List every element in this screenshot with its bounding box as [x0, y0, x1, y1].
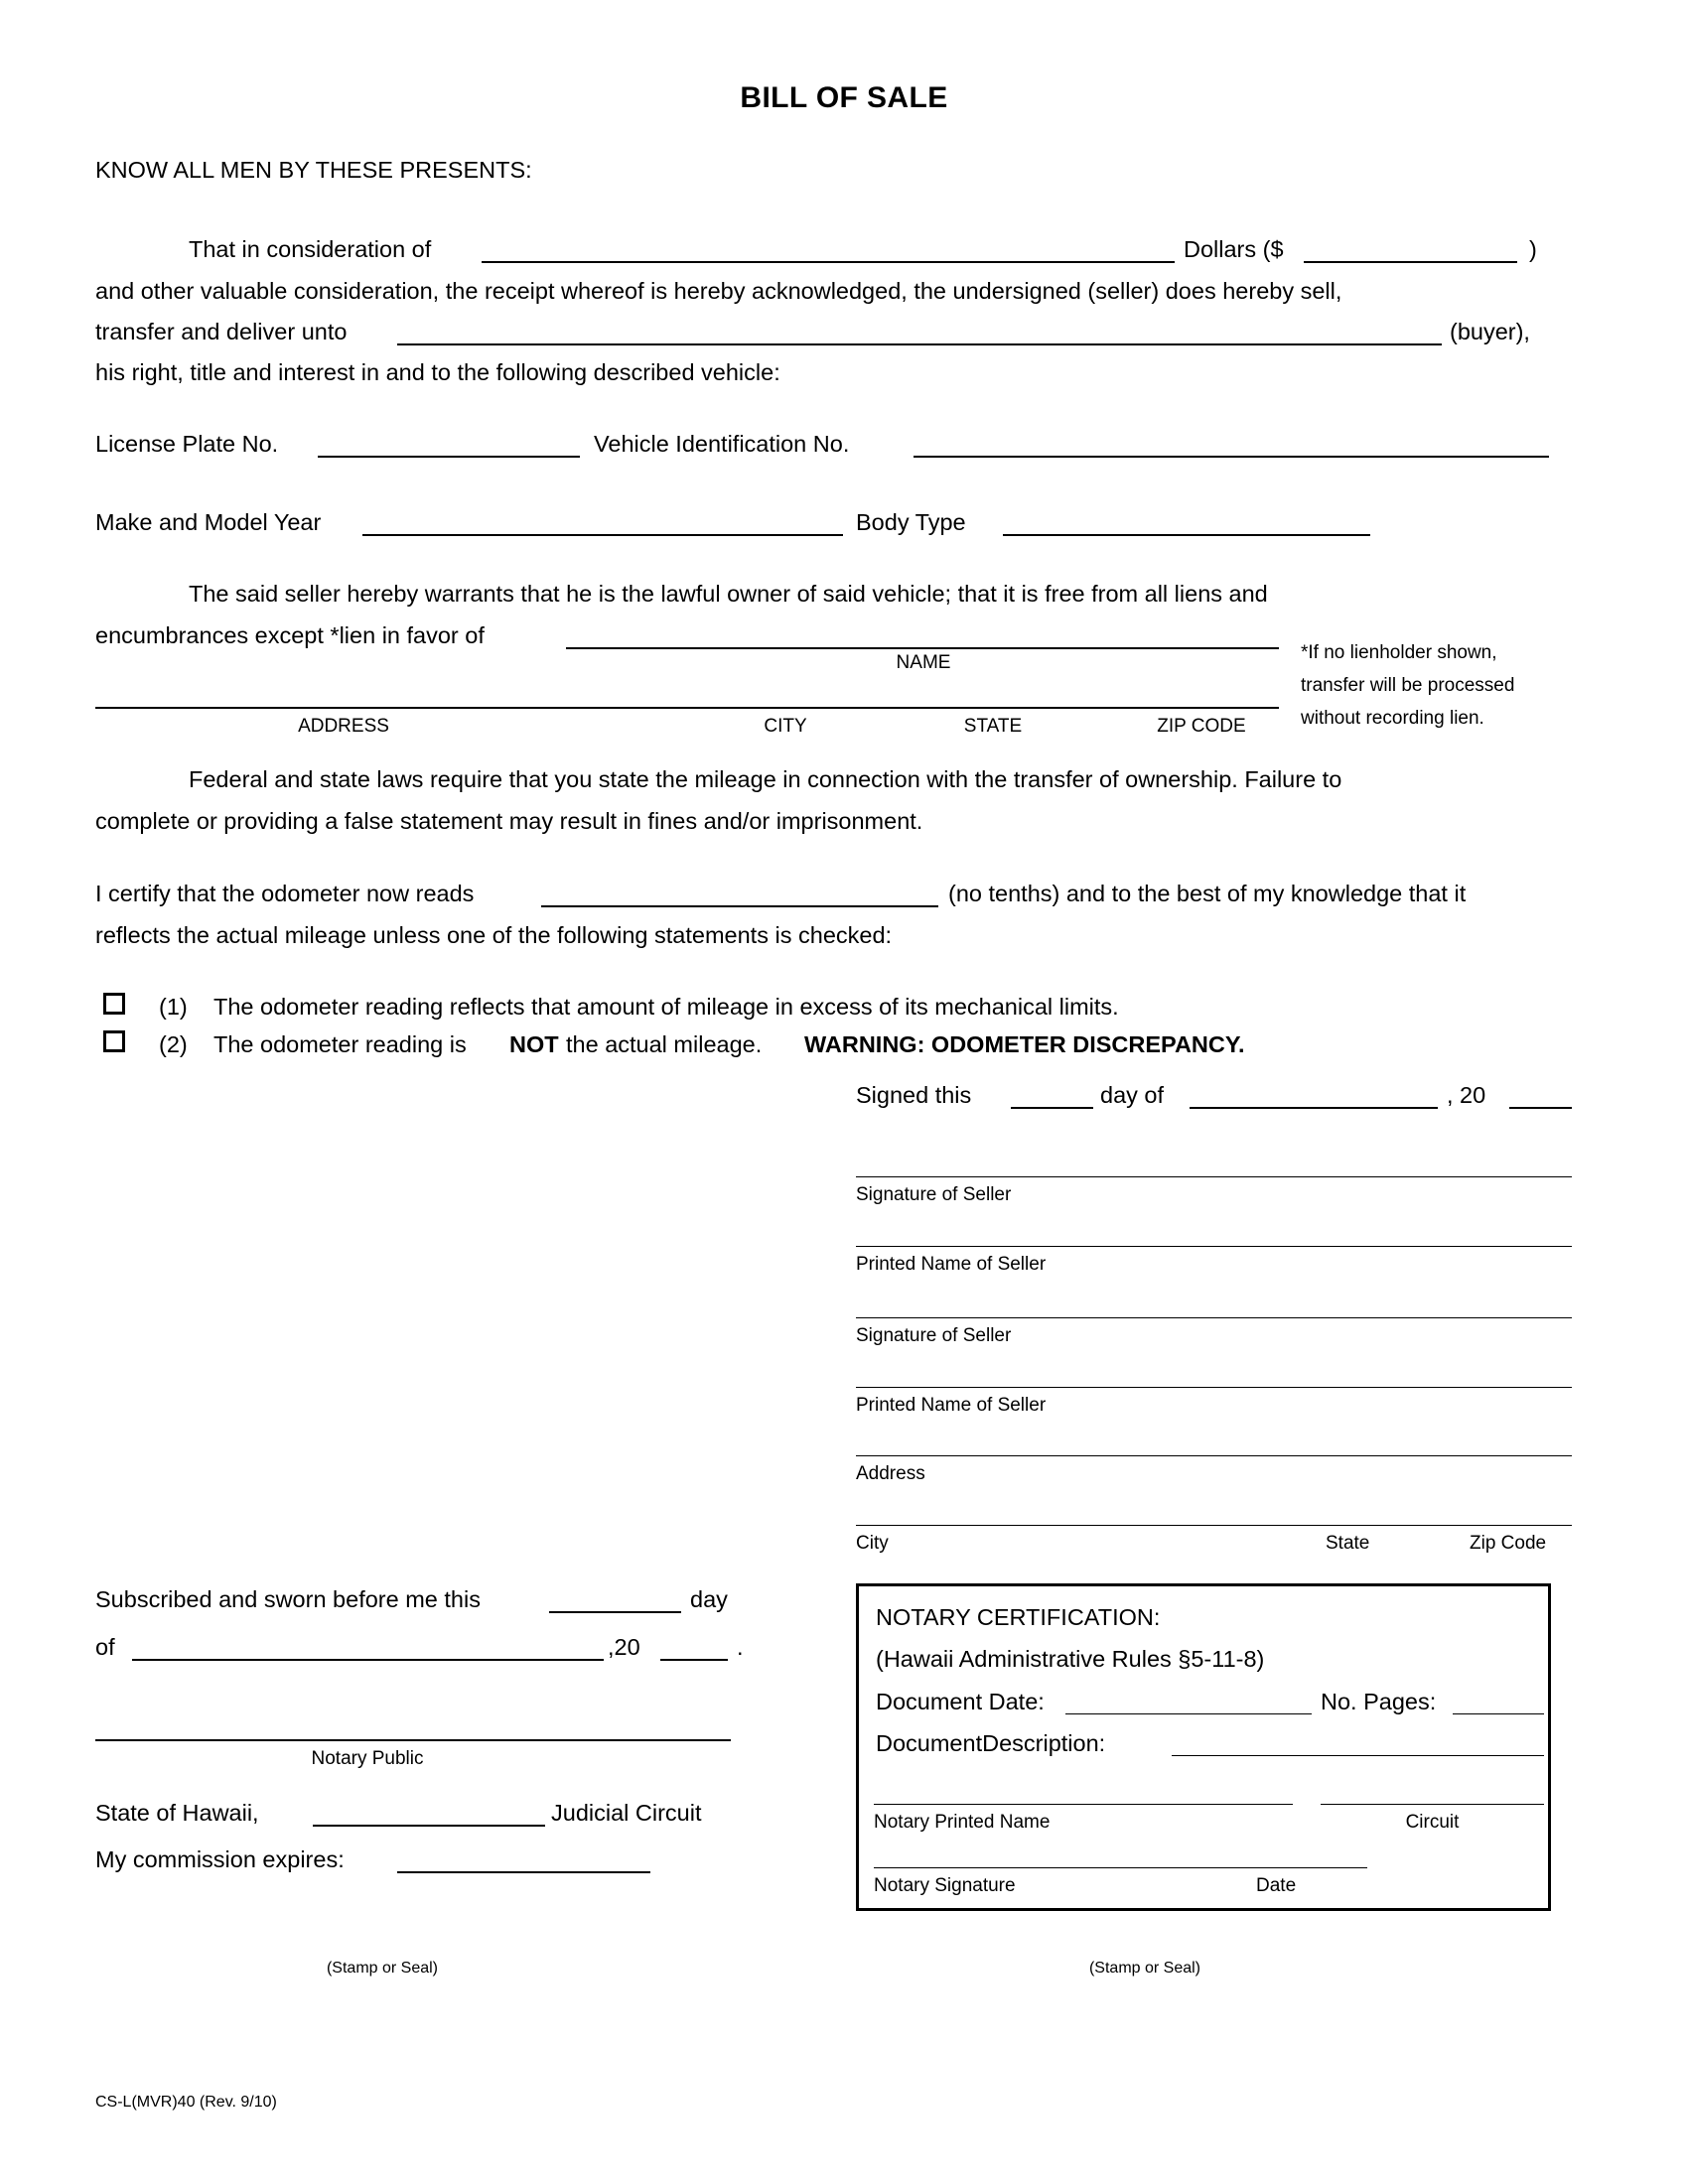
checkbox-1-number: (1)	[159, 994, 188, 1020]
lienholder-note-line-2: transfer will be processed	[1301, 675, 1515, 696]
lienholder-zip-caption: ZIP CODE	[1157, 716, 1246, 737]
commission-expires-input-line[interactable]	[397, 1871, 650, 1873]
body-type-label: Body Type	[856, 509, 966, 535]
consideration-line-2: and other valuable consideration, the receipt whereof is hereby acknowledged, the undersigned (seller) does hereby sell,	[95, 278, 1342, 304]
lienholder-address-line[interactable]	[95, 707, 1279, 709]
sworn-day-word: day	[690, 1586, 728, 1612]
form-number: CS-L(MVR)40 (Rev. 9/10)	[95, 2094, 277, 2111]
signature-of-seller-1-caption: Signature of Seller	[856, 1184, 1012, 1205]
odometer-reading-input-line[interactable]	[541, 905, 938, 907]
buyer-name-line[interactable]	[397, 343, 1442, 345]
odometer-discrepancy-warning: WARNING: ODOMETER DISCREPANCY.	[804, 1031, 1245, 1057]
dollars-label: Dollars ($	[1184, 236, 1284, 262]
seller-city-state-zip-line[interactable]	[856, 1525, 1572, 1526]
consideration-amount-words-line[interactable]	[482, 261, 1175, 263]
transfer-deliver-label: transfer and deliver unto	[95, 319, 348, 344]
printed-name-of-seller-1-line[interactable]	[856, 1246, 1572, 1247]
consideration-paren-close: )	[1529, 236, 1537, 262]
state-of-hawaii-label: State of Hawaii,	[95, 1800, 259, 1826]
odometer-certify-label: I certify that the odometer now reads	[95, 881, 475, 906]
commission-expires-label: My commission expires:	[95, 1846, 345, 1872]
signature-of-seller-1-line[interactable]	[856, 1176, 1572, 1177]
vin-label: Vehicle Identification No.	[594, 431, 850, 457]
notary-date-caption: Date	[1256, 1875, 1297, 1896]
notary-signature-caption: Notary Signature	[874, 1875, 1016, 1896]
make-model-year-label: Make and Model Year	[95, 509, 322, 535]
subscribed-sworn-label: Subscribed and sworn before me this	[95, 1586, 481, 1612]
checkbox-not-actual-mileage[interactable]	[103, 1030, 125, 1052]
odometer-certify-tail: (no tenths) and to the best of my knowledge that it	[948, 881, 1467, 906]
notary-document-description-label: DocumentDescription:	[876, 1730, 1106, 1756]
notary-public-caption: Notary Public	[311, 1748, 424, 1769]
checkbox-2-text-mid: the actual mileage.	[566, 1031, 763, 1057]
notary-document-description-input-line[interactable]	[1172, 1755, 1544, 1756]
page-title: BILL OF SALE	[740, 81, 948, 114]
checkbox-mechanical-limits[interactable]	[103, 993, 125, 1015]
checkbox-1-text: The odometer reading reflects that amount of mileage in excess of its mechanical limits.	[213, 994, 1119, 1020]
stamp-or-seal-right: (Stamp or Seal)	[1088, 1960, 1201, 1977]
checkbox-2-not-emphasis: NOT	[509, 1031, 559, 1057]
seller-state-caption: State	[1326, 1533, 1370, 1554]
signed-this-label: Signed this	[856, 1082, 972, 1108]
judicial-circuit-input-line[interactable]	[313, 1825, 545, 1827]
buyer-label: (buyer),	[1450, 319, 1530, 344]
license-plate-input-line[interactable]	[318, 456, 580, 458]
printed-name-of-seller-2-caption: Printed Name of Seller	[856, 1395, 1047, 1416]
consideration-label: That in consideration of	[189, 236, 432, 262]
sworn-year-prefix: ,20	[608, 1634, 640, 1660]
notary-printed-name-line[interactable]	[874, 1804, 1293, 1805]
notary-certification-heading: NOTARY CERTIFICATION:	[876, 1604, 1161, 1630]
encumbrances-label: encumbrances except *lien in favor of	[95, 622, 485, 648]
lienholder-city-caption: CITY	[764, 716, 807, 737]
license-plate-label: License Plate No.	[95, 431, 279, 457]
judicial-circuit-label: Judicial Circuit	[551, 1800, 702, 1826]
notary-public-signature-line[interactable]	[95, 1739, 731, 1741]
sworn-period: .	[737, 1634, 744, 1660]
printed-name-of-seller-1-caption: Printed Name of Seller	[856, 1254, 1047, 1275]
vin-input-line[interactable]	[914, 456, 1549, 458]
notary-document-date-label: Document Date:	[876, 1689, 1045, 1714]
body-type-input-line[interactable]	[1003, 534, 1370, 536]
lienholder-note-line-1: *If no lienholder shown,	[1301, 642, 1497, 663]
printed-name-of-seller-2-line[interactable]	[856, 1387, 1572, 1388]
sworn-month-input-line[interactable]	[132, 1659, 604, 1661]
make-model-year-input-line[interactable]	[362, 534, 843, 536]
signed-day-input-line[interactable]	[1011, 1107, 1093, 1109]
warranty-line-1: The said seller hereby warrants that he is the lawful owner of said vehicle; that it is free from all liens and	[189, 581, 1268, 607]
checkbox-2-number: (2)	[159, 1031, 188, 1057]
interest-vehicle-line: his right, title and interest in and to the following described vehicle:	[95, 359, 780, 385]
federal-law-line-1: Federal and state laws require that you state the mileage in connection with the transfer of ownership. Failure to	[189, 766, 1342, 792]
odometer-certify-line-2: reflects the actual mileage unless one of the following statements is checked:	[95, 922, 893, 948]
sworn-month-label: of	[95, 1634, 115, 1660]
lienholder-name-caption: NAME	[896, 652, 951, 673]
signed-month-input-line[interactable]	[1190, 1107, 1438, 1109]
lienholder-state-caption: STATE	[963, 716, 1023, 737]
notary-printed-name-caption: Notary Printed Name	[874, 1812, 1051, 1833]
day-of-label: day of	[1100, 1082, 1165, 1108]
notary-no-pages-label: No. Pages:	[1321, 1689, 1437, 1714]
consideration-amount-numeric-line[interactable]	[1304, 261, 1517, 263]
lienholder-name-line[interactable]	[566, 647, 1279, 649]
seller-city-caption: City	[856, 1533, 889, 1554]
notary-signature-line[interactable]	[874, 1867, 1367, 1868]
sworn-day-input-line[interactable]	[549, 1611, 681, 1613]
signature-of-seller-2-line[interactable]	[856, 1317, 1572, 1318]
lienholder-address-caption: ADDRESS	[298, 716, 389, 737]
federal-law-line-2: complete or providing a false statement may result in fines and/or imprisonment.	[95, 808, 923, 834]
sworn-year-input-line[interactable]	[660, 1659, 728, 1661]
know-all-men-heading: KNOW ALL MEN BY THESE PRESENTS:	[95, 157, 532, 183]
seller-address-caption: Address	[856, 1463, 925, 1484]
signature-of-seller-2-caption: Signature of Seller	[856, 1325, 1012, 1346]
lienholder-note-line-3: without recording lien.	[1301, 708, 1484, 729]
notary-no-pages-input-line[interactable]	[1453, 1713, 1544, 1714]
notary-document-date-input-line[interactable]	[1065, 1713, 1312, 1714]
signed-year-prefix: , 20	[1447, 1082, 1486, 1108]
checkbox-2-text-pre: The odometer reading is	[213, 1031, 467, 1057]
notary-rules-reference: (Hawaii Administrative Rules §5-11-8)	[876, 1646, 1265, 1672]
notary-circuit-line[interactable]	[1321, 1804, 1544, 1805]
signed-year-input-line[interactable]	[1509, 1107, 1572, 1109]
seller-zip-caption: Zip Code	[1470, 1533, 1547, 1554]
stamp-or-seal-left: (Stamp or Seal)	[326, 1960, 439, 1977]
notary-circuit-caption: Circuit	[1405, 1812, 1460, 1833]
seller-address-line[interactable]	[856, 1455, 1572, 1456]
